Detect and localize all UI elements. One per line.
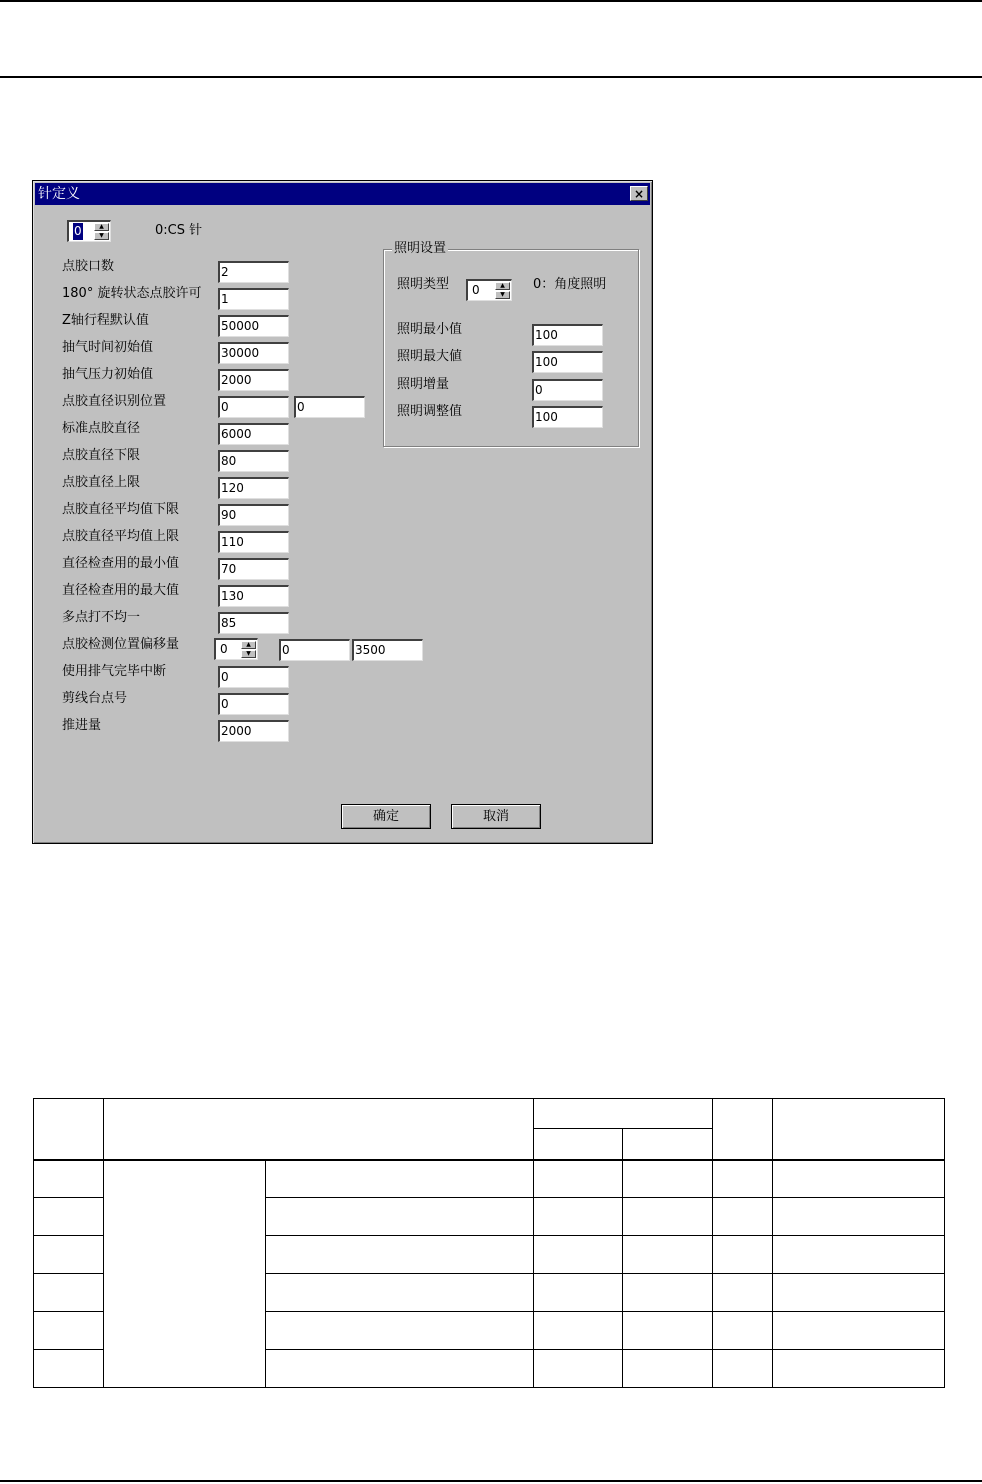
needle-spinner-value: 0 <box>74 224 82 238</box>
table-header-cell <box>534 1129 623 1160</box>
field-label: 点胶直径识别位置 <box>62 394 167 409</box>
field-input[interactable]: 30000 <box>218 342 289 364</box>
field-input[interactable]: 0 <box>294 396 365 418</box>
field-label: 剪线台点号 <box>62 691 128 706</box>
spin-up-icon[interactable]: ▲ <box>495 282 510 290</box>
close-icon: × <box>633 187 645 201</box>
field-input[interactable]: 0 <box>279 639 350 661</box>
table-header-cell <box>773 1099 945 1160</box>
field-input[interactable]: 3500 <box>352 639 423 661</box>
lighting-type-caption: 0：角度照明 <box>533 277 607 292</box>
spin-up-icon[interactable]: ▲ <box>94 223 109 231</box>
field-input[interactable]: 2000 <box>218 720 289 742</box>
lighting-row-input[interactable]: 100 <box>532 351 603 373</box>
field-input[interactable]: 120 <box>218 477 289 499</box>
table-header-cell <box>104 1099 534 1160</box>
field-label: 多点打不均一 <box>62 610 141 625</box>
cancel-button[interactable]: 取消 <box>451 804 541 829</box>
needle-definition-dialog <box>32 180 653 844</box>
lighting-row-label: 照明调整值 <box>397 404 463 419</box>
table-header-cell <box>34 1099 104 1160</box>
field-label: 标准点胶直径 <box>62 421 141 436</box>
dialog-title: 针定义 <box>38 186 80 202</box>
close-button[interactable] <box>630 186 648 201</box>
field-input[interactable]: 70 <box>218 558 289 580</box>
lighting-row-label: 照明最小值 <box>397 322 463 337</box>
field-input[interactable]: 0 <box>218 396 289 418</box>
offset-spinner-value: 0 <box>220 642 228 656</box>
needle-spinner[interactable] <box>67 220 111 242</box>
field-input[interactable]: 0 <box>218 693 289 715</box>
field-label: 点胶直径下限 <box>62 448 141 463</box>
dialog-titlebar <box>35 183 650 205</box>
field-input[interactable]: 90 <box>218 504 289 526</box>
lighting-group <box>383 241 639 447</box>
spin-down-icon[interactable]: ▼ <box>495 291 510 299</box>
field-input[interactable]: 130 <box>218 585 289 607</box>
field-label: 180° 旋转状态点胶许可 <box>62 286 202 301</box>
field-label: 直径检查用的最小值 <box>62 556 180 571</box>
needle-caption: 0:CS 针 <box>155 223 203 238</box>
spin-down-icon[interactable]: ▼ <box>241 650 256 658</box>
lighting-row-label: 照明增量 <box>397 377 450 392</box>
field-label: 抽气压力初始值 <box>62 367 154 382</box>
lighting-type-label: 照明类型 <box>397 277 450 292</box>
table-row <box>34 1160 945 1198</box>
field-label: 点胶直径平均值下限 <box>62 502 180 517</box>
table-header-cell <box>623 1129 713 1160</box>
field-input[interactable]: 1 <box>218 288 289 310</box>
lighting-row-input[interactable]: 100 <box>532 406 603 428</box>
field-label: 点胶直径平均值上限 <box>62 529 180 544</box>
ok-button[interactable]: 确定 <box>341 804 431 829</box>
lighting-row-input[interactable]: 0 <box>532 379 603 401</box>
table-header-cell <box>534 1099 713 1129</box>
field-label: 抽气时间初始值 <box>62 340 154 355</box>
field-input[interactable]: 2 <box>218 261 289 283</box>
spin-up-icon[interactable]: ▲ <box>241 641 256 649</box>
top-rule <box>0 0 982 2</box>
field-label: 使用排气完毕中断 <box>62 664 167 679</box>
field-input[interactable]: 110 <box>218 531 289 553</box>
field-label: Z轴行程默认值 <box>62 313 149 328</box>
field-label: 点胶口数 <box>62 259 115 274</box>
field-input[interactable]: 85 <box>218 612 289 634</box>
field-input[interactable]: 50000 <box>218 315 289 337</box>
lighting-type-spinner[interactable] <box>466 279 512 301</box>
lighting-group-title: 照明设置 <box>394 241 447 256</box>
header-rule <box>0 76 982 78</box>
field-input[interactable]: 2000 <box>218 369 289 391</box>
field-label: 点胶检测位置偏移量 <box>62 637 180 652</box>
field-input[interactable]: 80 <box>218 450 289 472</box>
field-input[interactable]: 6000 <box>218 423 289 445</box>
table-group-cell <box>104 1160 266 1388</box>
table-header-cell <box>713 1099 773 1160</box>
field-label: 直径检查用的最大值 <box>62 583 180 598</box>
offset-spinner[interactable] <box>214 638 258 660</box>
lighting-type-value: 0 <box>472 283 480 297</box>
footer-rule <box>0 1480 982 1482</box>
lighting-row-input[interactable]: 100 <box>532 324 603 346</box>
spin-down-icon[interactable]: ▼ <box>94 232 109 240</box>
lighting-row-label: 照明最大値 <box>397 349 463 364</box>
field-label: 点胶直径上限 <box>62 475 141 490</box>
spec-table <box>33 1098 945 1388</box>
field-label: 推进量 <box>62 718 102 733</box>
field-input[interactable]: 0 <box>218 666 289 688</box>
